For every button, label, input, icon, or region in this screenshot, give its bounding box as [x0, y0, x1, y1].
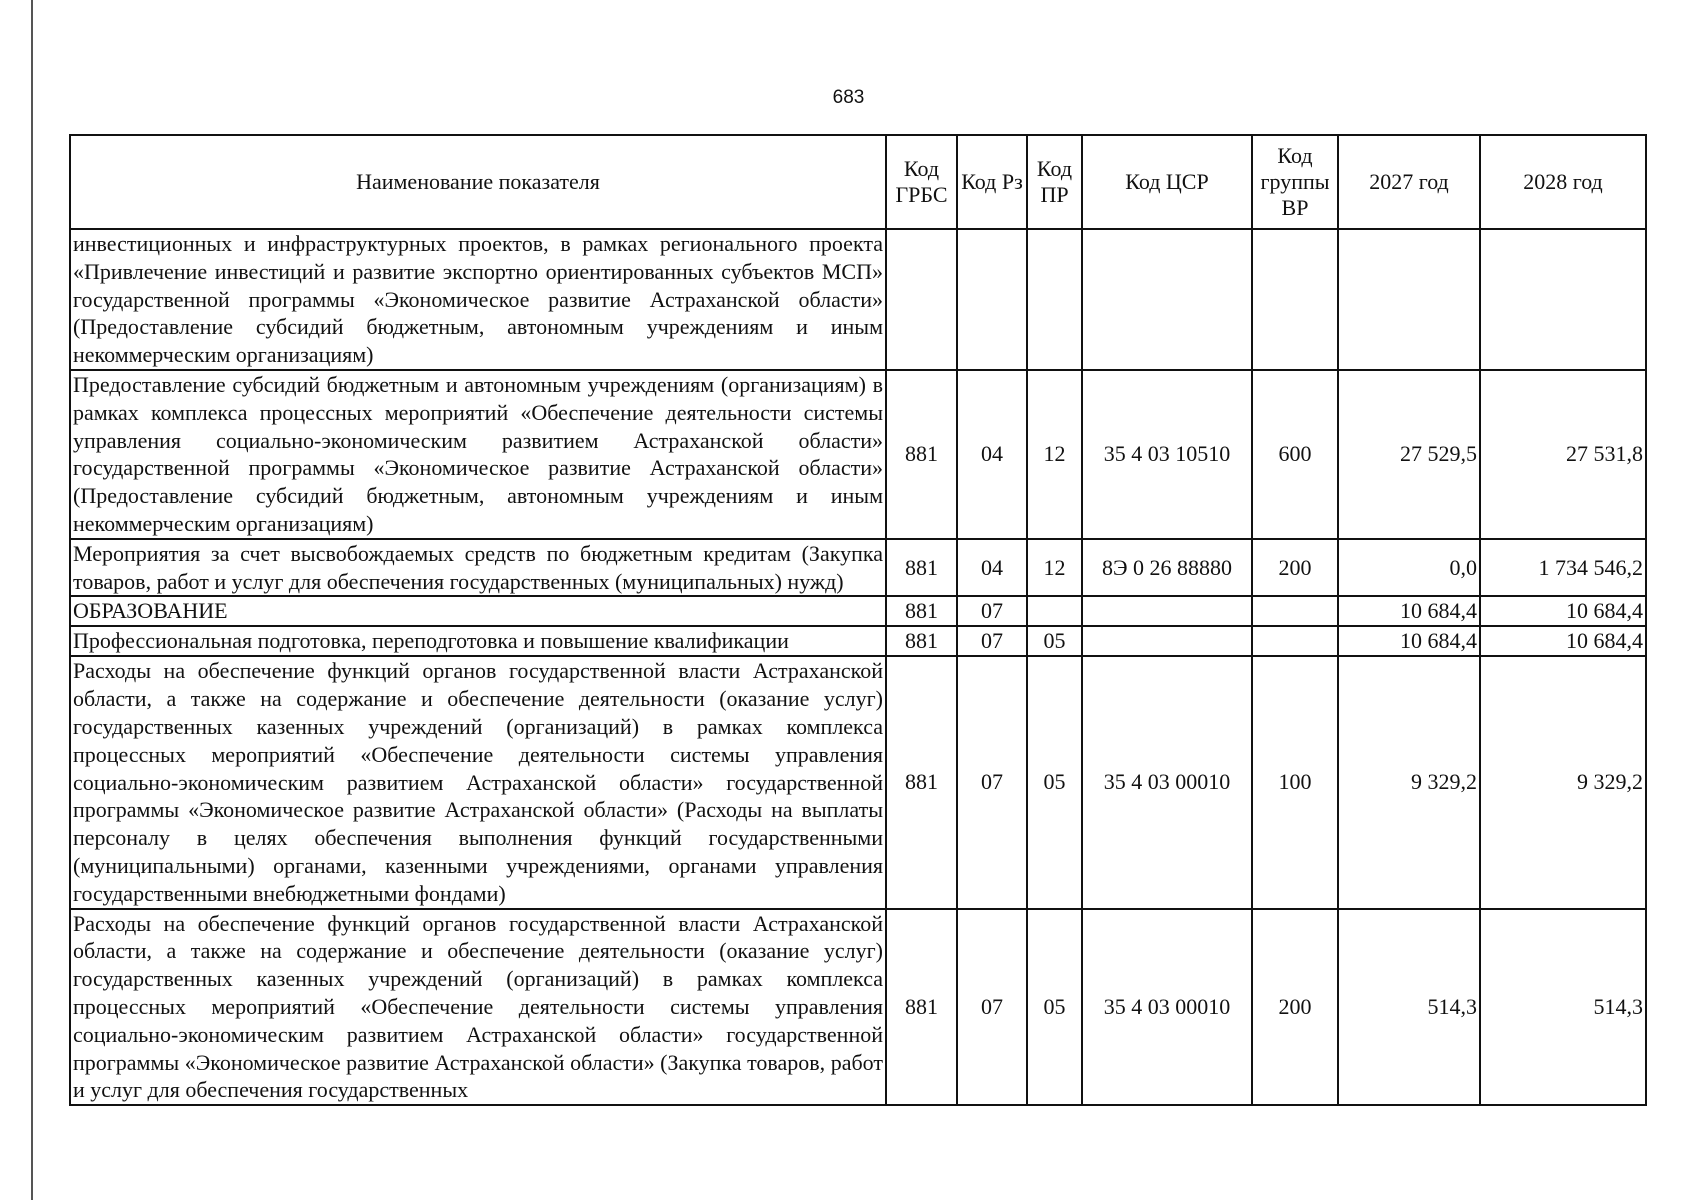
table-row	[70, 596, 1646, 626]
row-2028: 27 531,8	[1480, 370, 1646, 539]
row-name: ОБРАЗОВАНИЕ	[70, 596, 886, 626]
row-rz: 07	[957, 656, 1027, 908]
row-vr	[1252, 626, 1338, 656]
row-rz: 07	[957, 909, 1027, 1106]
row-2028: 10 684,4	[1480, 596, 1646, 626]
row-csr: 35 4 03 10510	[1082, 370, 1252, 539]
column-header-pr: Код ПР	[1027, 135, 1082, 229]
table-row	[70, 229, 1646, 370]
page-binding-line	[31, 0, 33, 1200]
row-csr: 35 4 03 00010	[1082, 656, 1252, 908]
row-2027: 514,3	[1338, 909, 1480, 1106]
row-csr	[1082, 229, 1252, 370]
row-2027: 10 684,4	[1338, 596, 1480, 626]
row-pr	[1027, 596, 1082, 626]
row-csr	[1082, 596, 1252, 626]
row-pr: 12	[1027, 539, 1082, 597]
row-2028	[1480, 229, 1646, 370]
column-header-rz: Код Рз	[957, 135, 1027, 229]
row-2028: 514,3	[1480, 909, 1646, 1106]
row-grbs: 881	[886, 909, 957, 1106]
row-2028: 9 329,2	[1480, 656, 1646, 908]
row-2027: 27 529,5	[1338, 370, 1480, 539]
row-grbs: 881	[886, 539, 957, 597]
row-pr: 05	[1027, 626, 1082, 656]
table-row	[70, 909, 1646, 1106]
column-header-vr: Код группы ВР	[1252, 135, 1338, 229]
table-row	[70, 656, 1646, 908]
row-2027: 10 684,4	[1338, 626, 1480, 656]
row-vr	[1252, 596, 1338, 626]
table-row	[70, 539, 1646, 597]
row-2028: 10 684,4	[1480, 626, 1646, 656]
column-header-name: Наименование показателя	[70, 135, 886, 229]
table-row	[70, 370, 1646, 539]
row-vr: 200	[1252, 539, 1338, 597]
row-pr: 12	[1027, 370, 1082, 539]
row-vr: 200	[1252, 909, 1338, 1106]
page-number: 683	[832, 87, 865, 108]
row-csr: 35 4 03 00010	[1082, 909, 1252, 1106]
row-rz: 04	[957, 539, 1027, 597]
row-pr: 05	[1027, 656, 1082, 908]
budget-table	[69, 134, 1647, 1106]
row-name: Расходы на обеспечение функций органов государственной власти Астраханской области, а также на содержание и обеспечение деятельности (оказание услуг) государственных казенных учреждений (организаций) в рамках комплекса процессных мероприятий «Обеспечение деятельности системы управления социально-экономическим развитием Астраханской области» государственной программы «Экономическое развитие Астраханской области» (Расходы на выплаты персоналу в целях обеспечения выполнения функций государственными (муниципальными) органами, казенными учреждениями, органами управления государственными внебюджетными фондами)	[70, 656, 886, 908]
row-2027	[1338, 229, 1480, 370]
row-name: Расходы на обеспечение функций органов государственной власти Астраханской области, а также на содержание и обеспечение деятельности (оказание услуг) государственных казенных учреждений (организаций) в рамках комплекса процессных мероприятий «Обеспечение деятельности системы управления социально-экономическим развитием Астраханской области» государственной программы «Экономическое развитие Астраханской области» (Закупка товаров, работ и услуг для обеспечения государственных	[70, 909, 886, 1106]
row-vr: 100	[1252, 656, 1338, 908]
row-csr: 8Э 0 26 88880	[1082, 539, 1252, 597]
row-rz: 07	[957, 626, 1027, 656]
row-grbs: 881	[886, 596, 957, 626]
column-header-2028: 2028 год	[1480, 135, 1646, 229]
row-2027: 0,0	[1338, 539, 1480, 597]
row-name: Профессиональная подготовка, переподготовка и повышение квалификации	[70, 626, 886, 656]
row-grbs: 881	[886, 626, 957, 656]
row-csr	[1082, 626, 1252, 656]
row-grbs: 881	[886, 656, 957, 908]
column-header-csr: Код ЦСР	[1082, 135, 1252, 229]
column-header-grbs: Код ГРБС	[886, 135, 957, 229]
row-vr	[1252, 229, 1338, 370]
row-grbs	[886, 229, 957, 370]
row-2027: 9 329,2	[1338, 656, 1480, 908]
row-name: Мероприятия за счет высвобождаемых средств по бюджетным кредитам (Закупка товаров, работ и услуг для обеспечения государственных (муниципальных) нужд)	[70, 539, 886, 597]
row-2028: 1 734 546,2	[1480, 539, 1646, 597]
row-pr: 05	[1027, 909, 1082, 1106]
row-grbs: 881	[886, 370, 957, 539]
row-rz: 07	[957, 596, 1027, 626]
table-row	[70, 626, 1646, 656]
row-rz: 04	[957, 370, 1027, 539]
column-header-2027: 2027 год	[1338, 135, 1480, 229]
table-header-row	[70, 135, 1646, 229]
row-rz	[957, 229, 1027, 370]
row-vr: 600	[1252, 370, 1338, 539]
row-pr	[1027, 229, 1082, 370]
row-name: Предоставление субсидий бюджетным и автономным учреждениям (организациям) в рамках комплекса процессных мероприятий «Обеспечение деятельности системы управления социально-экономическим развитием Астраханской области» государственной программы «Экономическое развитие Астраханской области» (Предоставление субсидий бюджетным, автономным учреждениям и иным некоммерческим организациям)	[70, 370, 886, 539]
row-name: инвестиционных и инфраструктурных проектов, в рамках регионального проекта «Привлечение инвестиций и развитие экспортно ориентированных субъектов МСП» государственной программы «Экономическое развитие Астраханской области» (Предоставление субсидий бюджетным, автономным учреждениям и иным некоммерческим организациям)	[70, 229, 886, 370]
